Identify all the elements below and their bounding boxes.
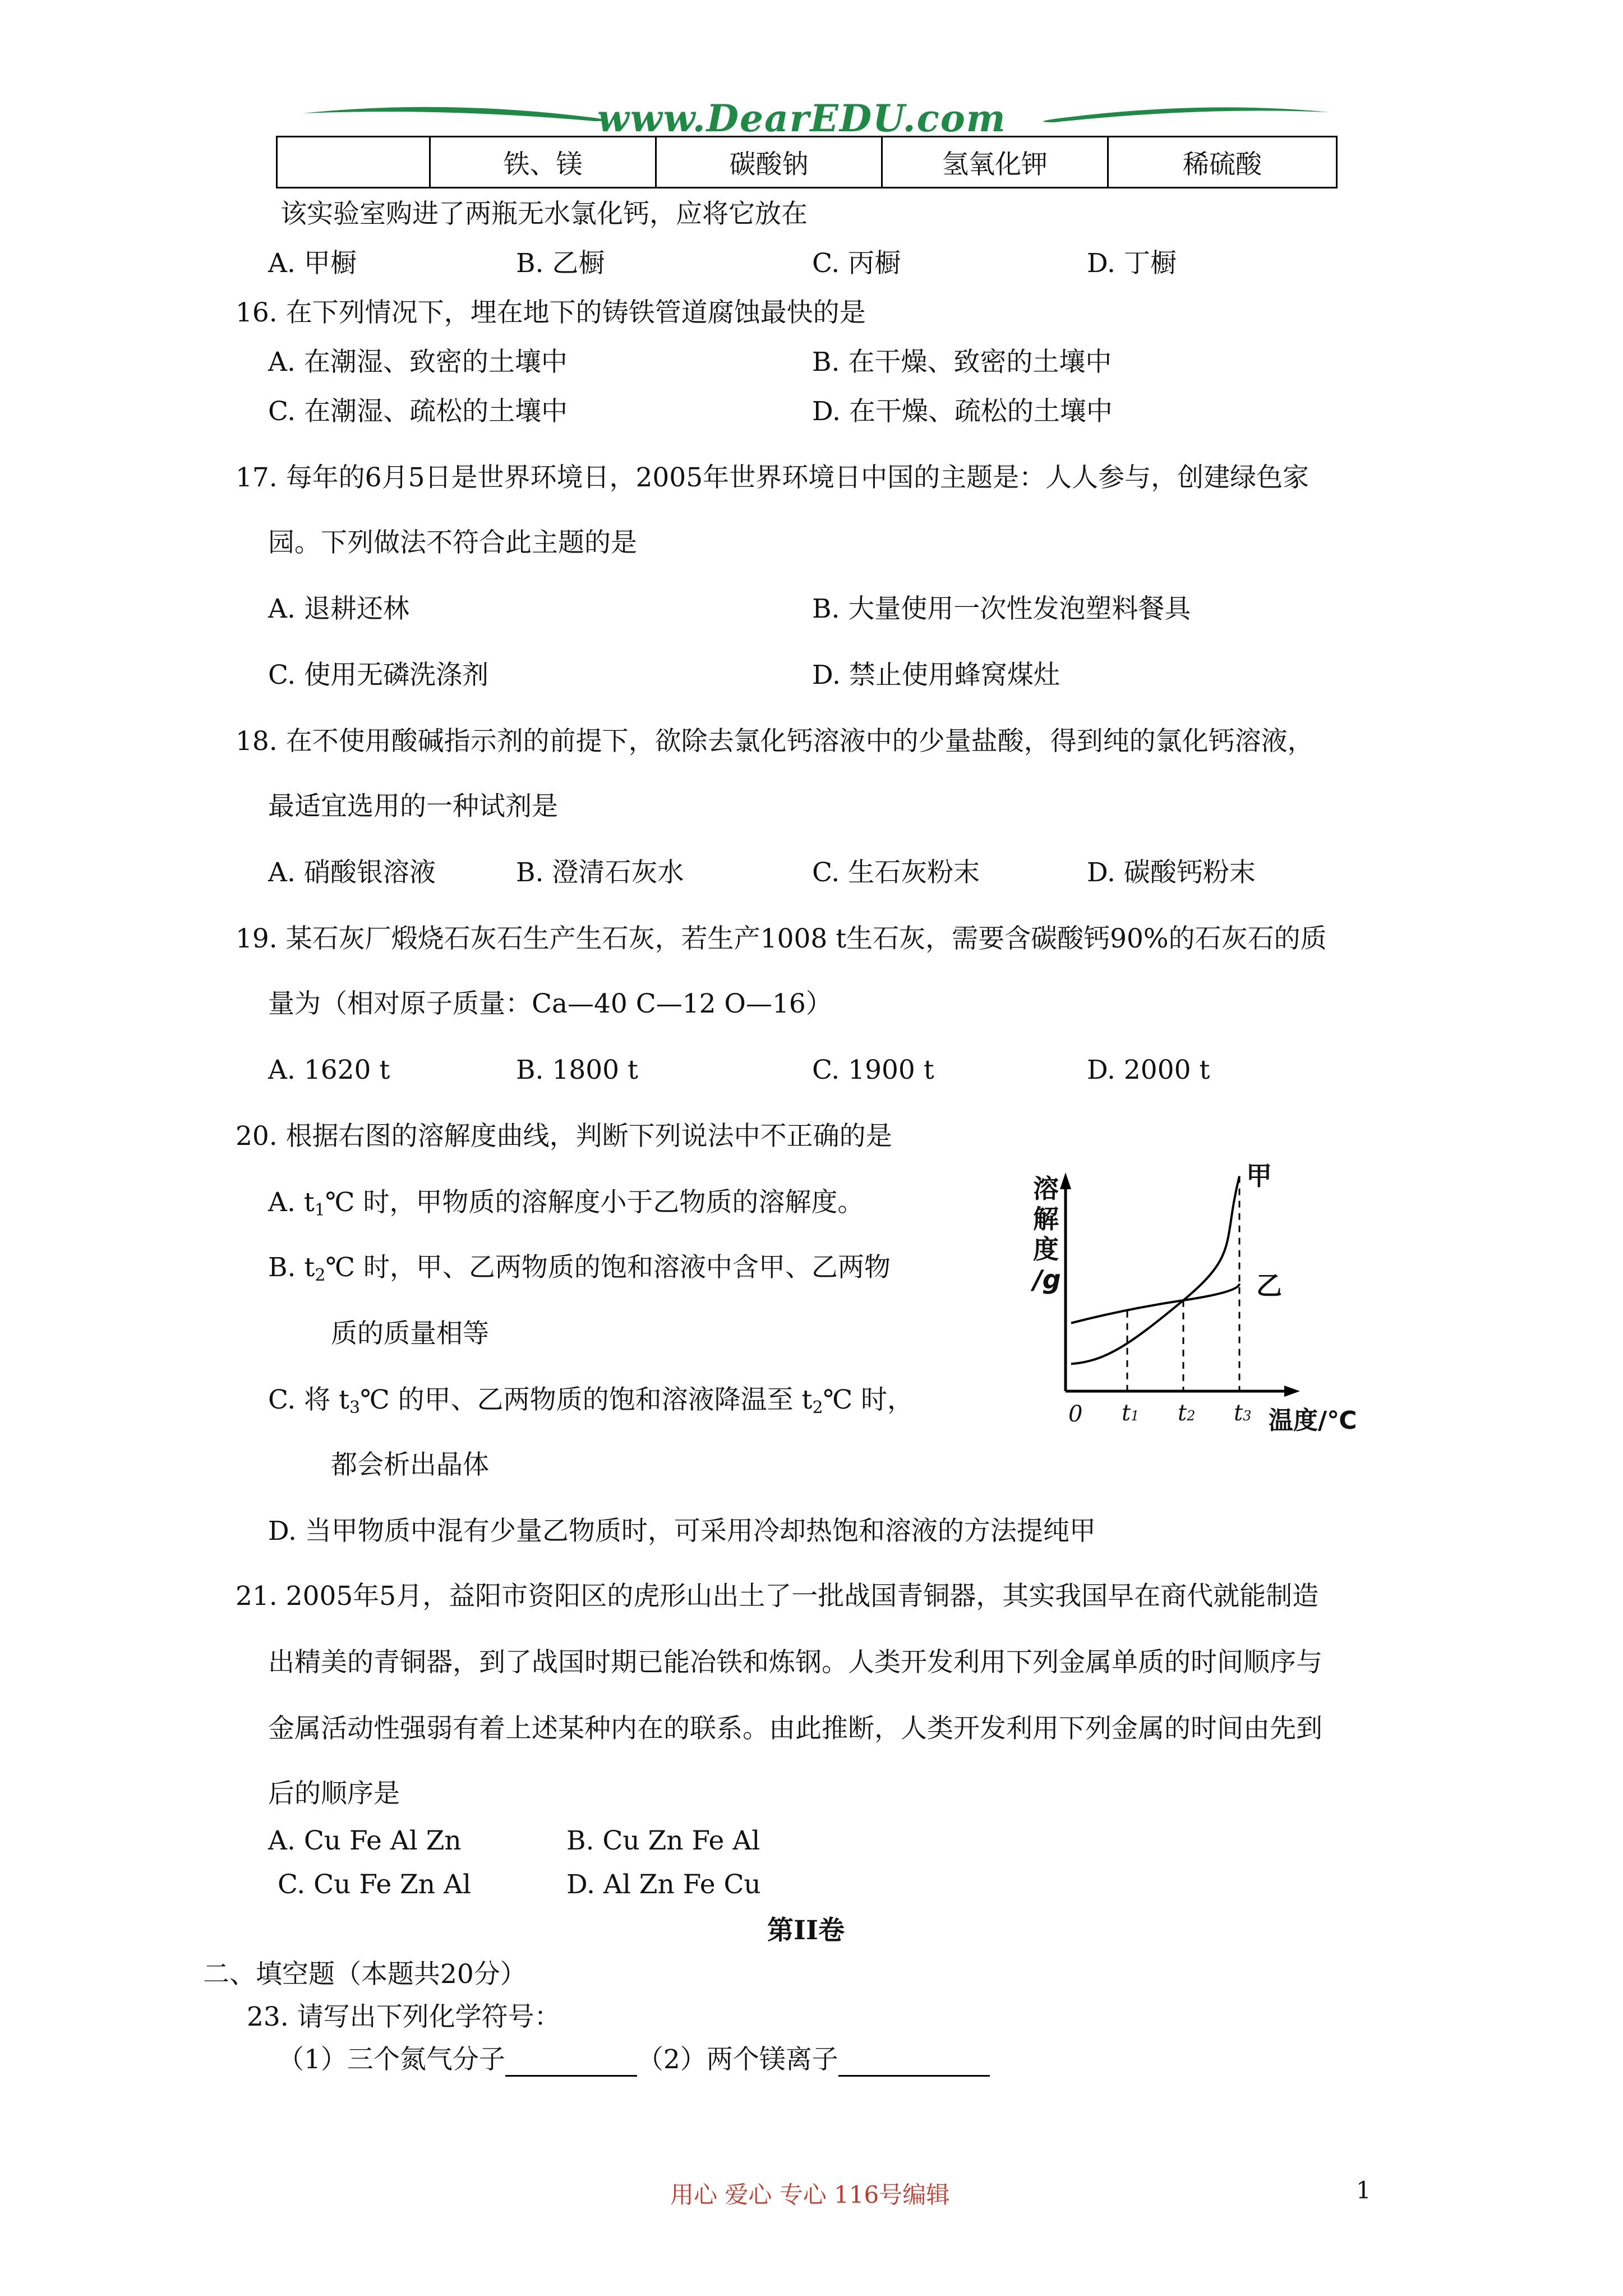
cabinet-table — [276, 136, 1338, 188]
q17-option-d: D. 禁止使用蜂窝煤灶 — [812, 660, 1060, 691]
q19-stem-line2: 量为（相对原子质量：Ca—40 C—12 O—16） — [268, 988, 832, 1019]
q23-part2-label: （2）两个镁离子 — [637, 2044, 838, 2075]
table-cell: 碳酸钠 — [656, 137, 882, 188]
chart-series-layer — [1071, 1176, 1239, 1391]
q15-stem: 该实验室购进了两瓶无水氯化钙，应将它放在 — [280, 199, 808, 229]
q23-blank-2[interactable] — [838, 2047, 990, 2077]
section-title: 第II卷 — [767, 1915, 845, 1946]
page-number: 1 — [1356, 2177, 1371, 2204]
series-jia-curve — [1071, 1176, 1239, 1364]
chart-origin-label: 0 — [1068, 1401, 1083, 1427]
q21-line1: 21. 2005年5月，益阳市资阳区的虎形山出土了一批战国青铜器，其实我国早在商代就能制造 — [236, 1581, 1319, 1612]
q21-option-b: B. Cu Zn Fe Al — [566, 1825, 760, 1856]
chart-ylabel — [1033, 1174, 1061, 1295]
chart-tick-t1: t1 — [1122, 1400, 1140, 1426]
q23-stem: 23. 请写出下列化学符号： — [247, 2001, 561, 2032]
q18-option-d: D. 碳酸钙粉末 — [1087, 857, 1256, 888]
series-label-yi: 乙 — [1256, 1271, 1282, 1301]
q18-stem-line2: 最适宜选用的一种试剂是 — [268, 791, 558, 822]
table-cell: 铁、镁 — [430, 137, 656, 188]
q16-option-b: B. 在干燥、致密的土壤中 — [812, 347, 1112, 378]
q17-option-c: C. 使用无磷洗涤剂 — [268, 660, 489, 691]
q17-stem-line1: 17. 每年的6月5日是世界环境日，2005年世界环境日中国的主题是：人人参与，创建绿色家 — [236, 462, 1310, 493]
chart-ylabel-char: 解 — [1033, 1204, 1059, 1234]
x-axis-arrow — [1284, 1386, 1300, 1397]
q17-option-a: A. 退耕还林 — [268, 593, 409, 624]
y-axis-arrow — [1060, 1172, 1071, 1189]
q19-option-c: C. 1900 t — [812, 1055, 934, 1085]
q18-stem-line1: 18. 在不使用酸碱指示剂的前提下，欲除去氯化钙溶液中的少量盐酸，得到纯的氯化钙溶液， — [236, 726, 1314, 757]
q21-line3: 金属活动性强弱有着上述某种内在的联系。由此推断，人类开发利用下列金属的时间由先到 — [268, 1713, 1322, 1744]
q20-option-c: C. 将 $t_3℃$ 的甲、乙两物质的饱和溶液降温至 $t_2℃$ 时， — [268, 1384, 914, 1418]
chart-tick-t2: t2 — [1178, 1400, 1196, 1426]
chart-ylabel-char: /g — [1033, 1264, 1061, 1295]
section-heading: 二、填空题（本题共20分） — [203, 1959, 527, 1990]
q21-option-a: A. Cu Fe Al Zn — [268, 1825, 462, 1856]
q18-option-a: A. 硝酸银溶液 — [268, 857, 436, 888]
q17-option-b: B. 大量使用一次性发泡塑料餐具 — [812, 593, 1191, 624]
table-cell: 稀硫酸 — [1108, 137, 1337, 188]
chart-ylabel-char: 度 — [1033, 1234, 1059, 1264]
table-row — [277, 137, 1337, 188]
q16-option-c: C. 在潮湿、疏松的土壤中 — [268, 396, 568, 427]
q15-option-a: A. 甲橱 — [268, 248, 357, 279]
footer-center: 用心 爱心 专心 116号编辑 — [670, 2181, 950, 2208]
series-label-jia: 甲 — [1246, 1161, 1272, 1191]
table-cell: 氢氧化钾 — [882, 137, 1108, 188]
q19-option-b: B. 1800 t — [516, 1055, 638, 1085]
q21-option-c: C. Cu Fe Zn Al — [278, 1869, 471, 1900]
q19-stem-line1: 19. 某石灰厂煅烧石灰石生产生石灰，若生产1008 t生石灰，需要含碳酸钙90%的石灰石的质 — [236, 923, 1327, 954]
q20-option-b-line2: 质的质量相等 — [331, 1318, 489, 1349]
q23-answer-line — [278, 2043, 990, 2077]
q19-option-d: D. 2000 t — [1087, 1055, 1210, 1085]
logo-text: www.DearEDU.com — [597, 96, 1007, 140]
series-yi-curve — [1071, 1283, 1239, 1323]
q21-option-d: D. Al Zn Fe Cu — [566, 1869, 761, 1900]
q23-blank-1[interactable] — [505, 2047, 637, 2077]
q16-option-d: D. 在干燥、疏松的土壤中 — [812, 396, 1113, 427]
q20-option-d: D. 当甲物质中混有少量乙物质时，可采用冷却热饱和溶液的方法提纯甲 — [268, 1516, 1096, 1547]
q15-option-c: C. 丙橱 — [812, 248, 901, 279]
chart-ylabel-char: 溶 — [1033, 1174, 1059, 1204]
q21-line2: 出精美的青铜器，到了战国时期已能冶铁和炼钢。人类开发利用下列金属单质的时间顺序与 — [268, 1647, 1322, 1678]
q18-option-b: B. 澄清石灰水 — [516, 857, 684, 888]
q20-option-b: B. $t_2℃$ 时，甲、乙两物质的饱和溶液中含甲、乙两物 — [268, 1252, 891, 1285]
chart-xlabel: 温度/℃ — [1269, 1406, 1357, 1435]
q17-stem-line2: 园。下列做法不符合此主题的是 — [268, 527, 637, 558]
q20-option-c-line2: 都会析出晶体 — [331, 1450, 489, 1480]
q20-stem: 20. 根据右图的溶解度曲线，判断下列说法中不正确的是 — [236, 1121, 892, 1152]
q20-option-a: A. $t_1℃$ 时，甲物质的溶解度小于乙物质的溶解度。 — [268, 1187, 864, 1220]
q19-option-a: A. 1620 t — [268, 1055, 390, 1085]
chart-tick-t3: t3 — [1234, 1400, 1252, 1426]
q15-option-b: B. 乙橱 — [516, 248, 605, 279]
q15-option-d: D. 丁橱 — [1087, 248, 1177, 279]
q16-option-a: A. 在潮湿、致密的土壤中 — [268, 347, 568, 378]
q23-part1-label: （1）三个氮气分子 — [278, 2044, 505, 2075]
table-cell — [277, 137, 430, 188]
q16-stem: 16. 在下列情况下，埋在地下的铸铁管道腐蚀最快的是 — [236, 297, 866, 328]
q21-line4: 后的顺序是 — [268, 1778, 400, 1809]
q18-option-c: C. 生石灰粉末 — [812, 857, 980, 888]
